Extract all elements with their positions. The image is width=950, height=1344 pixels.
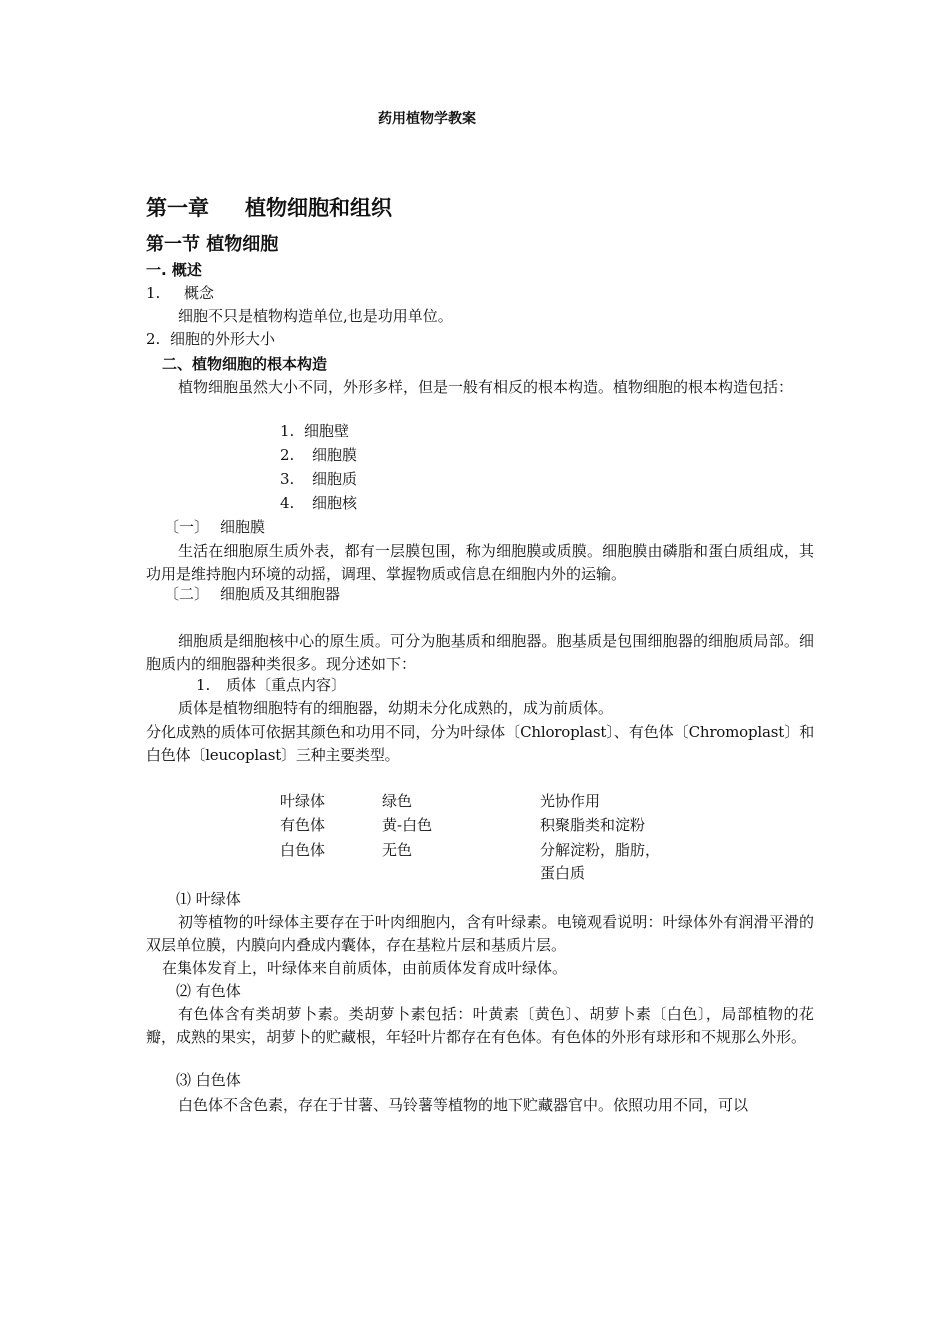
membrane-heading-number: 〔一〕 (164, 518, 210, 536)
plastid-heading-number: 1. (196, 676, 211, 694)
table-cell-function: 积聚脂类和淀粉 (540, 816, 646, 834)
chloroplast-text-2: 在集体发育上，叶绿体来自前质体，由前质体发育成叶绿体。 (162, 959, 568, 977)
cytoplasm-heading-number: 〔二〕 (164, 585, 210, 603)
structure-list-number: 2. (280, 446, 295, 464)
structure-list-item: 细胞质 (312, 470, 358, 488)
document-title: 药用植物学教案 (378, 111, 476, 127)
table-cell-name: 叶绿体 (280, 792, 326, 810)
concept-text: 细胞不只是植物构造单位,也是功用单位。 (178, 307, 453, 325)
structure-heading: 二、植物细胞的根本构造 (162, 355, 328, 373)
table-cell-function: 光协作用 (540, 792, 601, 810)
table-cell-name: 有色体 (280, 816, 326, 834)
structure-list-item: 细胞膜 (312, 446, 358, 464)
membrane-text: 生活在细胞原生质外表，都有一层膜包围，称为细胞膜或质膜。细胞膜由磷脂和蛋白质组成，其功用是维持胞内环境的动摇，调理、掌握物质或信息在细胞内外的运输。 (146, 542, 814, 583)
overview-item1-label: 概念 (184, 284, 215, 302)
plastid-text-1: 质体是植物细胞特有的细胞器，幼期未分化成熟的，成为前质体。 (178, 699, 614, 717)
chloroplast-heading: ⑴ 叶绿体 (176, 890, 241, 908)
plastid-text-2: 分化成熟的质体可依据其颜色和功用不同，分为叶绿体〔Chloroplast〕、有色体〔Chromoplast〕和白色体〔leucoplast〕三种主要类型。 (146, 723, 814, 764)
chromoplast-heading: ⑵ 有色体 (176, 982, 241, 1000)
structure-list-item: 细胞核 (312, 494, 358, 512)
leucoplast-heading: ⑶ 白色体 (176, 1071, 241, 1089)
overview-item2-number: 2. (146, 330, 161, 348)
structure-list-item: 细胞壁 (304, 422, 350, 440)
cytoplasm-text: 细胞质是细胞核中心的原生质。可分为胞基质和细胞器。胞基质是包围细胞器的细胞质局部。细胞质内的细胞器种类很多。现分述如下： (146, 632, 814, 673)
chloroplast-text-1: 初等植物的叶绿体主要存在于叶肉细胞内，含有叶绿素。电镜观看说明：叶绿体外有润滑平滑的双层单位膜，内膜向内叠成内囊体，存在基粒片层和基质片层。 (146, 913, 814, 954)
section-title: 第一节 植物细胞 (146, 234, 279, 255)
cytoplasm-heading: 细胞质及其细胞器 (220, 585, 341, 603)
table-cell-color: 无色 (382, 841, 413, 859)
leucoplast-text: 白色体不含色素，存在于甘薯、马铃薯等植物的地下贮藏器官中。依照功用不同，可以 (178, 1096, 749, 1114)
membrane-heading: 细胞膜 (220, 518, 266, 536)
table-cell-color: 绿色 (382, 792, 413, 810)
structure-intro: 植物细胞虽然大小不同，外形多样，但是一般有相反的根本构造。植物细胞的根本构造包括： (178, 378, 794, 396)
table-cell-function: 分解淀粉，脂肪， (540, 841, 661, 859)
chapter-number: 第一章 (146, 196, 209, 220)
overview-heading: 一. 概述 (146, 261, 202, 279)
table-cell-function-continued: 蛋白质 (540, 864, 586, 882)
chromoplast-text: 有色体含有类胡萝卜素。类胡萝卜素包括：叶黄素〔黄色〕、胡萝卜素〔白色〕，局部植物的花瓣，成熟的果实，胡萝卜的贮藏根，年轻叶片都存在有色体。有色体的外形有球形和不规那么外形。 (146, 1005, 814, 1046)
table-cell-color: 黄-白色 (382, 816, 433, 834)
chapter-title: 植物细胞和组织 (245, 196, 392, 220)
structure-list-number: 1. (280, 422, 295, 440)
overview-item2-label: 细胞的外形大小 (170, 330, 276, 348)
table-cell-name: 白色体 (280, 841, 326, 859)
plastid-heading: 质体〔重点内容〕 (226, 676, 347, 694)
structure-list-number: 3. (280, 470, 295, 488)
overview-item1-number: 1. (146, 284, 161, 302)
structure-list-number: 4. (280, 494, 295, 512)
